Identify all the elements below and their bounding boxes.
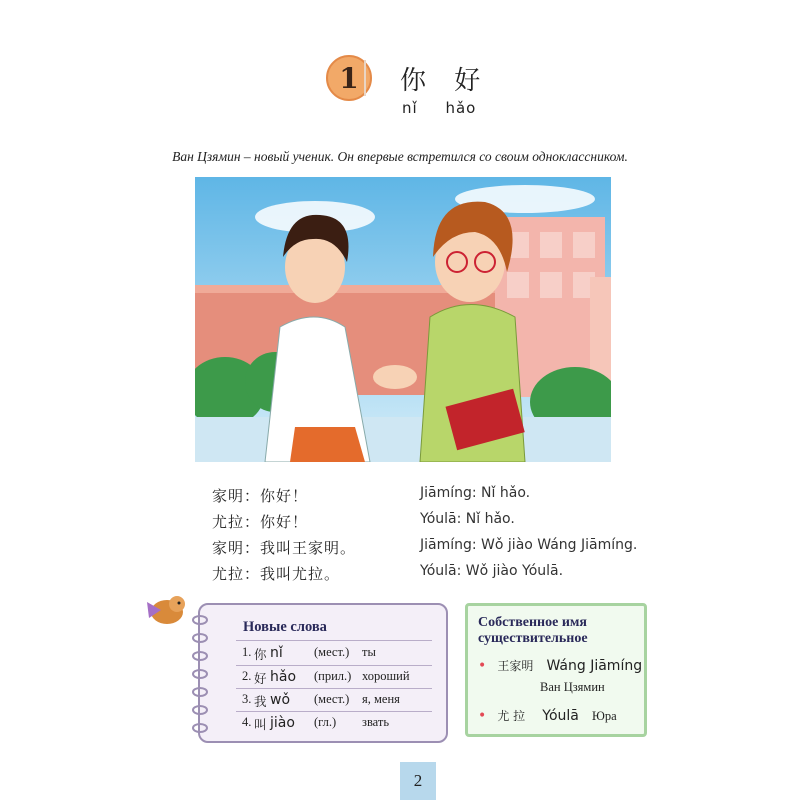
- mascot-icon: [143, 588, 191, 632]
- spiral-binding-icon: [190, 612, 210, 736]
- divider: [236, 665, 432, 666]
- word-pos: (мест.): [314, 692, 350, 706]
- dialogue-line: [212, 563, 563, 585]
- proper-name-hanzi: 尤 拉: [497, 709, 526, 723]
- dialogue-hanzi: 尤拉：你好！: [212, 513, 309, 531]
- word-hanzi: 你: [254, 647, 267, 662]
- proper-name-row: [478, 705, 617, 724]
- dialogue-hanzi: 家明：你好！: [212, 487, 309, 505]
- proper-name-hanzi: 王家明: [497, 659, 534, 673]
- word-number: 1.: [242, 645, 252, 659]
- word-pinyin: jiào: [270, 715, 295, 731]
- proper-name-pinyin: Yóulā: [542, 708, 579, 724]
- page-number: 2: [413, 771, 423, 790]
- word-number: 3.: [242, 692, 252, 706]
- word-pinyin: wǒ: [270, 692, 291, 708]
- word-hanzi: 我: [254, 694, 267, 709]
- word-hanzi: 好: [254, 671, 267, 686]
- proper-name-pinyin: Wáng Jiāmíng: [546, 658, 643, 674]
- dialogue-hanzi: 尤拉：我叫尤拉。: [212, 565, 341, 583]
- word-pinyin: hǎo: [270, 669, 297, 685]
- lesson-title-hanzi: 你 好: [400, 66, 491, 96]
- illustration-handshake: [195, 177, 611, 462]
- word-translation: звать: [362, 715, 390, 729]
- badge-decoration: [364, 60, 388, 96]
- lesson-number: 1: [339, 61, 359, 95]
- bullet-icon: •: [478, 658, 487, 674]
- proper-names-title-line: Собственное имя: [478, 615, 587, 630]
- proper-names-title: [478, 615, 638, 647]
- word-pos: (прил.): [314, 669, 352, 683]
- proper-name-russian: Юра: [591, 709, 617, 723]
- dialogue-pinyin: Yóulā: Nǐ hǎo.: [420, 511, 515, 527]
- dialogue-line: [212, 485, 530, 507]
- dialogue-hanzi: 家明：我叫王家明。: [212, 539, 357, 557]
- proper-names-title-line: существительное: [478, 631, 588, 646]
- word-pos: (мест.): [314, 645, 350, 659]
- lesson-title-pinyin: nǐ hǎo: [402, 99, 477, 117]
- word-number: 4.: [242, 715, 252, 729]
- bullet-icon: •: [478, 708, 487, 724]
- dialogue-pinyin: Jiāmíng: Wǒ jiào Wáng Jiāmíng.: [420, 537, 638, 553]
- word-translation: ты: [362, 645, 376, 659]
- divider: [236, 688, 432, 689]
- dialogue-line: [212, 537, 637, 559]
- word-translation: я, меня: [362, 692, 400, 706]
- divider: [236, 711, 432, 712]
- word-hanzi: 叫: [254, 717, 267, 732]
- dialogue-pinyin: Yóulā: Wǒ jiào Yóulā.: [420, 563, 564, 579]
- new-words-title: Новые слова: [243, 619, 327, 635]
- proper-name-russian: Ван Цзямин: [540, 680, 605, 694]
- proper-name-row: [478, 655, 642, 674]
- word-translation: хороший: [362, 669, 410, 683]
- page-number-box: [400, 762, 436, 800]
- word-pinyin: nǐ: [270, 645, 283, 661]
- word-pos: (гл.): [314, 715, 337, 729]
- dialogue-pinyin: Jiāmíng: Nǐ hǎo.: [420, 485, 531, 501]
- divider: [236, 640, 432, 641]
- word-number: 2.: [242, 669, 252, 683]
- intro-text: Ван Цзямин – новый ученик. Он впервые встретился со своим одноклассником.: [172, 149, 628, 164]
- dialogue-line: [212, 511, 515, 533]
